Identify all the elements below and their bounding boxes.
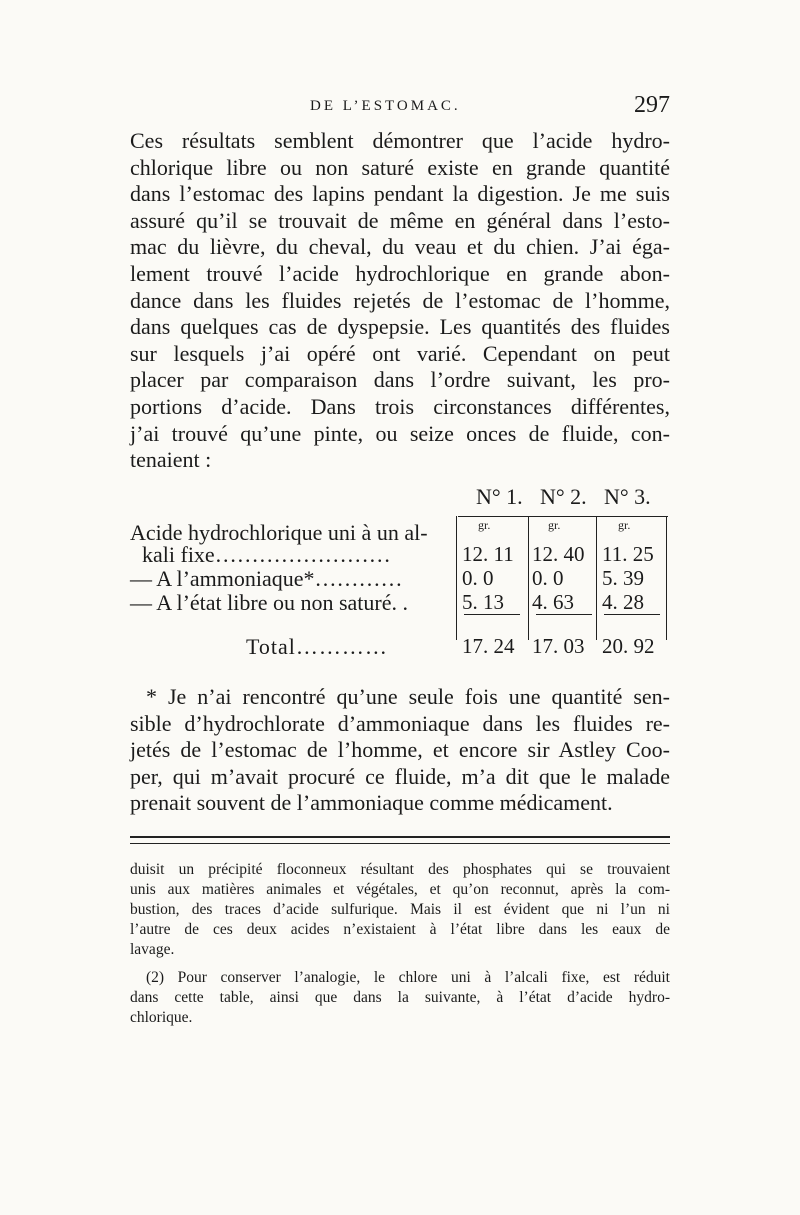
footnote-line: lavage. bbox=[130, 941, 175, 958]
footnote-separator bbox=[130, 836, 670, 844]
total-cell: 17. 24 bbox=[462, 634, 515, 658]
text-line: Ces résultats semblent démontrer que l’acide hydro- bbox=[130, 128, 670, 153]
unit-label: gr. bbox=[478, 518, 491, 532]
column-header-2: N° 2. bbox=[540, 484, 587, 509]
text-line: placer par comparaison dans l’ordre suivant, les pro- bbox=[130, 367, 670, 393]
total-cell: 17. 03 bbox=[532, 634, 585, 658]
text-line: chlorique libre ou non saturé existe en grande quantité bbox=[130, 154, 670, 180]
table-cell: 11. 25 bbox=[602, 542, 654, 566]
footnote-line: chlorique. bbox=[130, 1009, 193, 1026]
table-cell: 5. 13 bbox=[462, 590, 504, 614]
text-line: dans l’estomac des lapins pendant la digestion. Je me suis bbox=[130, 181, 670, 207]
sum-rule bbox=[464, 614, 520, 615]
footnote-gap bbox=[130, 960, 670, 968]
column-header-3: N° 3. bbox=[604, 484, 651, 509]
text-line: dance dans les fluides rejetés de l’estomac de l’homme, bbox=[130, 287, 670, 313]
footnotes bbox=[130, 860, 670, 1028]
note-line: sible d’hydrochlorate d’ammoniaque dans les fluides re- bbox=[130, 710, 670, 736]
table-cell: 12. 40 bbox=[532, 542, 585, 566]
unit-label: gr. bbox=[548, 518, 561, 532]
text-line: lement trouvé l’acide hydrochlorique en grande abon- bbox=[130, 260, 670, 286]
text-line: j’ai trouvé qu’une pinte, ou seize onces de fluide, con- bbox=[130, 420, 670, 446]
total-cell: 20. 92 bbox=[602, 634, 655, 658]
table-top-rule bbox=[458, 516, 668, 517]
footnote-line: duisit un précipité floconneux résultant des phosphates qui se trouvaient bbox=[130, 861, 670, 878]
row-label: — A l’ammoniaque*………… bbox=[130, 566, 403, 591]
row-label: Acide hydrochlorique uni à un al- bbox=[130, 520, 428, 545]
running-head: DE L’ESTOMAC. bbox=[310, 98, 461, 114]
text-line: tenaient : bbox=[130, 447, 212, 473]
sum-rule bbox=[536, 614, 592, 615]
table-cell: 4. 63 bbox=[532, 590, 574, 614]
row-label: kali fixe…………………… bbox=[142, 542, 391, 567]
text-line: dans quelques cas de dyspepsie. Les quantités des fluides bbox=[130, 314, 670, 340]
note-line: * Je n’ai rencontré qu’une seule fois une quantité sen- bbox=[146, 684, 670, 709]
note-line: jetés de l’estomac de l’homme, et encore sir Astley Coo- bbox=[130, 737, 670, 763]
page-header bbox=[130, 92, 670, 122]
acid-table bbox=[130, 484, 670, 664]
note-line: per, qui m’avait procuré ce fluide, m’a dit que le malade bbox=[130, 763, 670, 789]
column-rule bbox=[528, 516, 529, 640]
page-number: 297 bbox=[634, 92, 670, 118]
table-cell: 4. 28 bbox=[602, 590, 644, 614]
text-line: portions d’acide. Dans trois circonstances différentes, bbox=[130, 393, 670, 419]
text-line: mac du lièvre, du cheval, du veau et du chien. J’ai éga- bbox=[130, 234, 670, 260]
column-header-1: N° 1. bbox=[476, 484, 523, 509]
table-cell: 0. 0 bbox=[532, 566, 564, 590]
asterisk-note bbox=[130, 684, 670, 817]
row-label: — A l’état libre ou non saturé. . bbox=[130, 590, 408, 615]
column-rule bbox=[666, 516, 667, 640]
footnote-line: (2) Pour conserver l’analogie, le chlore uni à l’alcali fixe, est réduit bbox=[146, 969, 670, 986]
footnote-line: bustion, des traces d’acide sulfurique. Mais il est évident que ni l’un ni bbox=[130, 901, 670, 918]
table-cell: 5. 39 bbox=[602, 566, 644, 590]
note-line: prenait souvent de l’ammoniaque comme médicament. bbox=[130, 790, 613, 816]
column-rule bbox=[456, 516, 457, 640]
footnote-line: unis aux matières animales et végétales, et qu’on reconnut, après la com- bbox=[130, 881, 670, 898]
column-rule bbox=[596, 516, 597, 640]
total-label: Total………… bbox=[246, 634, 388, 659]
unit-label: gr. bbox=[618, 518, 631, 532]
sum-rule bbox=[604, 614, 660, 615]
footnote-line: dans cette table, ainsi que dans la suivante, à l’état d’acide hydro- bbox=[130, 989, 670, 1006]
text-line: assuré qu’il se trouvait de même en général dans l’esto- bbox=[130, 207, 670, 233]
main-paragraph bbox=[130, 128, 670, 474]
text-line: sur lesquels j’ai opéré ont varié. Cependant on peut bbox=[130, 340, 670, 366]
table-cell: 0. 0 bbox=[462, 566, 494, 590]
footnote-line: l’autre de ces deux acides n’existaient à l’état libre dans les eaux de bbox=[130, 921, 670, 938]
table-cell: 12. 11 bbox=[462, 542, 514, 566]
